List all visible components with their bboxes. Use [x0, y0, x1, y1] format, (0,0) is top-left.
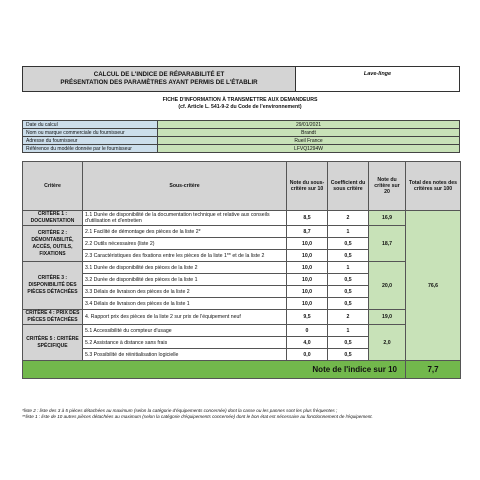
header-box	[22, 66, 460, 92]
sub-criterion-label: 5.2 Assistance à distance sans frais	[83, 337, 287, 349]
info-label: Date du calcul	[23, 121, 158, 129]
sub-criterion-label: 2.1 Facilité de démontage des pièces de la liste 2*	[83, 226, 287, 238]
sub-criterion-note: 10,0	[287, 238, 328, 250]
sub-criterion-label: 3.4 Délais de livraison des pièces de la liste 1	[83, 298, 287, 310]
sub-criterion-note: 10,0	[287, 298, 328, 310]
document-title	[23, 67, 296, 91]
footnote-liste-2: *liste 2 : liste des 3 à 5 pièces détachées au maximum (selon la catégorie d'équipements concernée) dont la casse ou les pannes sont les plus fréquentes ;	[22, 408, 338, 413]
sub-criterion-note: 10,0	[287, 250, 328, 262]
sub-criterion-label: 4. Rapport prix des pièces de la liste 2 sur prix de l'équipement neuf	[83, 310, 287, 325]
col-sous-critere: Sous-critère	[83, 162, 287, 211]
sub-criterion-label: 2.2 Outils nécessaires (liste 2)	[83, 238, 287, 250]
col-total: Total des notes des critères sur 100	[406, 162, 461, 211]
final-score-label: Note de l'indice sur 10	[23, 361, 406, 379]
sub-criterion-coef: 0,5	[328, 238, 369, 250]
sub-criterion-note: 0,0	[287, 349, 328, 361]
fiche-heading	[0, 97, 480, 111]
info-value: Brandt	[158, 129, 460, 137]
title-line-1: CALCUL DE L'INDICE DE RÉPARABILITÉ ET	[93, 71, 225, 78]
col-critere: Critère	[23, 162, 83, 211]
footnote-liste-1: **liste 1 : liste de 10 autres pièces détachées au maximum (selon la catégorie d'équipements concernée) dont le bon état est nécessaire au fonctionnement de l'équipement.	[22, 414, 373, 420]
info-value: Rueil France	[158, 137, 460, 145]
sub-criterion-note: 0	[287, 325, 328, 337]
info-row	[23, 137, 460, 145]
sub-criterion-coef: 1	[328, 262, 369, 274]
sub-criterion-note: 10,0	[287, 286, 328, 298]
sub-criterion-note: 4,0	[287, 337, 328, 349]
sub-criterion-row	[23, 211, 461, 226]
sub-criterion-note: 10,0	[287, 262, 328, 274]
criterion-name: CRITÈRE 5 : CRITÈRE SPÉCIFIQUE	[23, 325, 83, 361]
criterion-score: 16,9	[369, 211, 406, 226]
info-label: Référence du modèle donnée par le fournisseur	[23, 145, 158, 153]
sub-criterion-coef: 0,5	[328, 349, 369, 361]
sub-criterion-label: 5.3 Possibilité de réinitialisation logicielle	[83, 349, 287, 361]
sub-criterion-coef: 0,5	[328, 274, 369, 286]
info-value: 29/01/2021	[158, 121, 460, 129]
sub-criterion-note: 10,0	[287, 274, 328, 286]
criterion-score: 18,7	[369, 226, 406, 262]
sub-criterion-row	[23, 310, 461, 325]
footnotes	[22, 408, 462, 420]
sub-criterion-coef: 0,5	[328, 298, 369, 310]
sub-criterion-label: 3.1 Durée de disponibilité des pièces de la liste 2	[83, 262, 287, 274]
sub-criterion-row	[23, 226, 461, 238]
sub-criterion-label: 5.1 Accessibilité du compteur d'usage	[83, 325, 287, 337]
info-label: Adresse du fournisseur	[23, 137, 158, 145]
table-header-row	[23, 162, 461, 211]
total-score: 76,6	[406, 211, 461, 361]
sub-criterion-coef: 2	[328, 211, 369, 226]
info-row	[23, 121, 460, 129]
col-coef: Coefficient du sous critère	[328, 162, 369, 211]
info-value: LFVQ1294W	[158, 145, 460, 153]
title-line-2: PRÉSENTATION DES PARAMÈTRES AYANT PERMIS DE L'ÉTABLIR	[60, 79, 258, 86]
sub-criterion-note: 9,5	[287, 310, 328, 325]
sub-criterion-label: 2.3 Caractéristiques des fixations entre les pièces de la liste 1** et de la liste 2	[83, 250, 287, 262]
sub-criterion-coef: 1	[328, 226, 369, 238]
info-row	[23, 129, 460, 137]
final-score-value: 7,7	[406, 361, 461, 379]
final-score-row	[23, 361, 461, 379]
info-row	[23, 145, 460, 153]
sub-criterion-label: 3.3 Délais de livraison des pièces de la liste 2	[83, 286, 287, 298]
sub-criterion-coef: 0,5	[328, 337, 369, 349]
col-note-critere: Note du critère sur 20	[369, 162, 406, 211]
fiche-line-2: (cf. Article L. 541-9-2 du Code de l'environnement)	[178, 104, 302, 110]
sub-criterion-row	[23, 325, 461, 337]
criterion-score: 19,0	[369, 310, 406, 325]
sub-criterion-coef: 0,5	[328, 286, 369, 298]
criterion-score: 2,0	[369, 325, 406, 361]
sub-criterion-label: 1.1 Durée de disponibilité de la documentation technique et relative aux conseils d'utilisation et d'entretien	[83, 211, 287, 226]
score-table	[22, 161, 461, 379]
criterion-name: CRITÈRE 1 : DOCUMENTATION	[23, 211, 83, 226]
sub-criterion-coef: 1	[328, 325, 369, 337]
criterion-score: 20,0	[369, 262, 406, 310]
fiche-line-1: FICHE D'INFORMATION À TRANSMETTRE AUX DEMANDEURS	[162, 97, 318, 103]
sub-criterion-coef: 2	[328, 310, 369, 325]
sub-criterion-coef: 0,5	[328, 250, 369, 262]
criterion-name: CRITÈRE 3 : DISPONIBILITÉ DES PIÈCES DÉTACHÉES	[23, 262, 83, 310]
supplier-info-table	[22, 120, 460, 153]
product-type: Lave-linge	[363, 71, 392, 77]
sub-criterion-note: 8,5	[287, 211, 328, 226]
sub-criterion-label: 3.2 Durée de disponibilité des pièces de la liste 1	[83, 274, 287, 286]
sub-criterion-note: 8,7	[287, 226, 328, 238]
info-label: Nom ou marque commerciale du fournisseur	[23, 129, 158, 137]
sub-criterion-row	[23, 262, 461, 274]
criterion-name: CRITÈRE 2 : DÉMONTABILITÉ, ACCÈS, OUTILS, FIXATIONS	[23, 226, 83, 262]
col-note-sous: Note du sous-critère sur 10	[287, 162, 328, 211]
criterion-name: CRITÈRE 4 : PRIX DES PIÈCES DÉTACHÉES	[23, 310, 83, 325]
